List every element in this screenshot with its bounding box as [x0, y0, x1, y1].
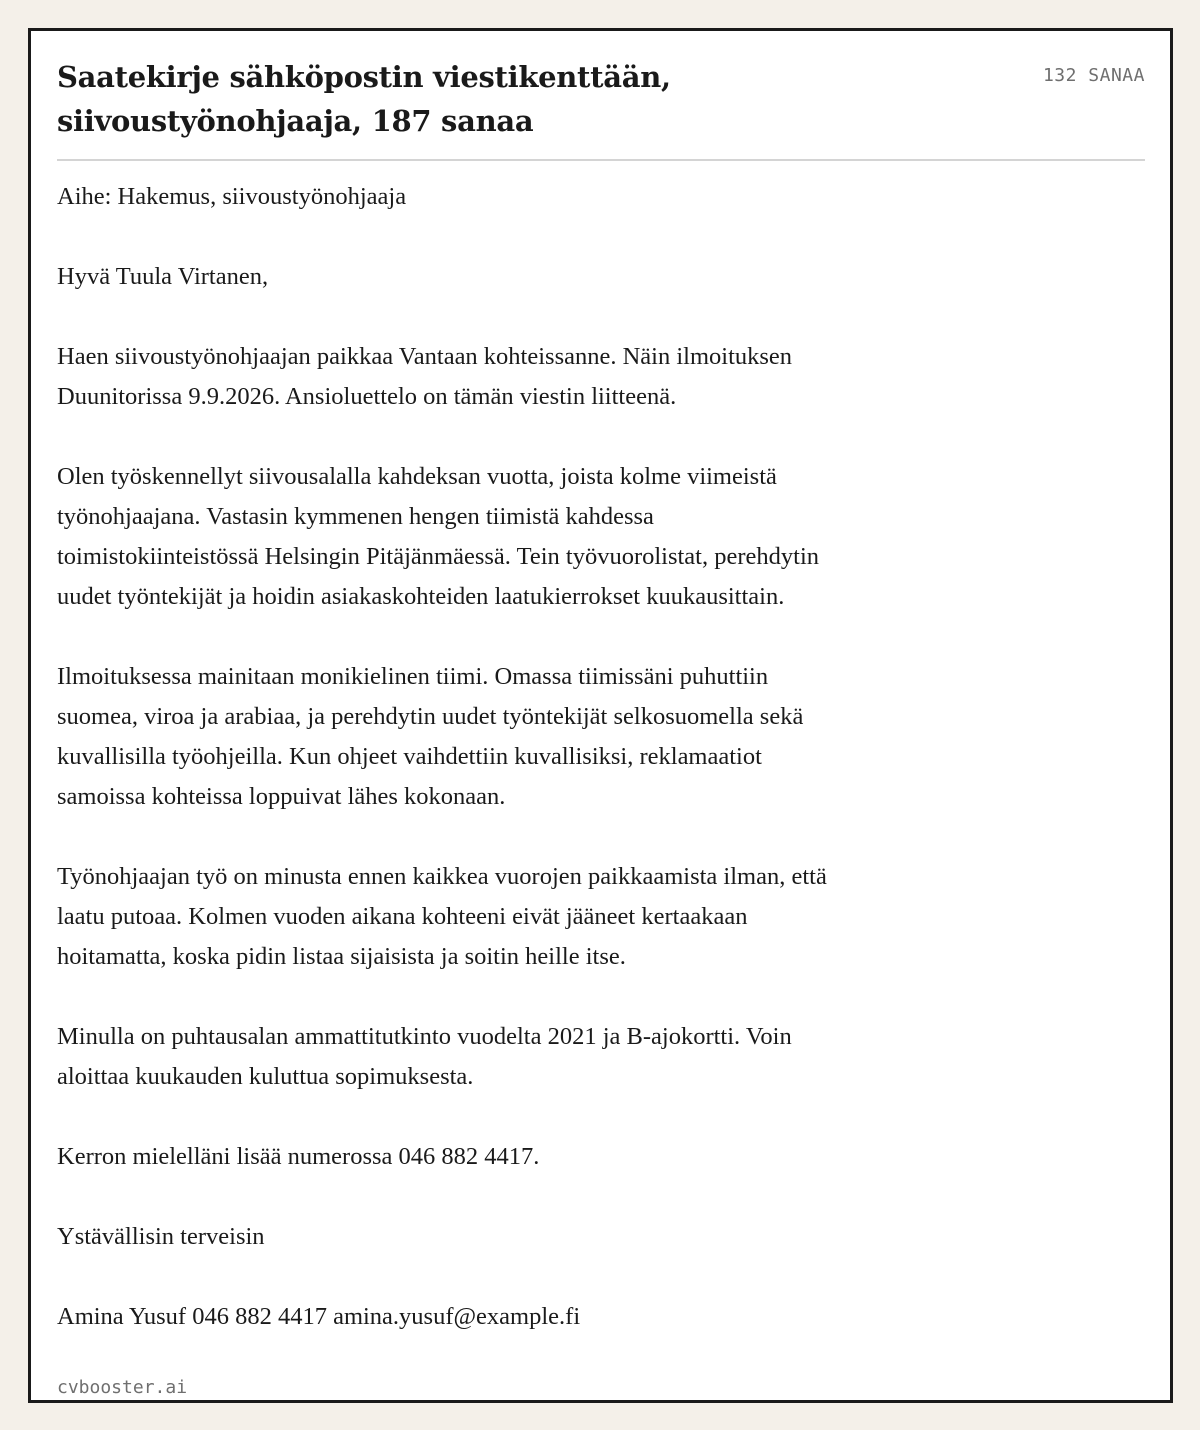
- letter-signature: Amina Yusuf 046 882 4417 amina.yusuf@example.fi: [57, 1303, 581, 1330]
- letter-subject: Aihe: Hakemus, siivoustyönohjaaja: [57, 183, 407, 210]
- footer-brand: cvbooster.ai: [57, 1377, 188, 1398]
- letter-closing: Ystävällisin terveisin: [57, 1223, 265, 1250]
- document-title: Saatekirje sähköpostin viestikenttään, siivoustyönohjaaja, 187 sanaa: [57, 60, 671, 138]
- letter-body: [57, 177, 1017, 1337]
- cover-letter-card: [28, 28, 1173, 1403]
- letter-paragraph-6: Kerron mielelläni lisää numerossa 046 882 4417.: [57, 1143, 540, 1170]
- letter-paragraph-2: Olen työskennellyt siivousalalla kahdeksan vuotta, joista kolme viimeistä työnohjaajana. Vastasin kymmenen hengen tiimistä kahdessa toimistokiinteistössä Helsingin Pitäjänmäessä. Tein työvuorolistat, perehdytin uudet työntekijät ja hoidin asiakaskohteiden laatukierrokset kuukausittain.: [57, 463, 820, 610]
- word-count-badge: 132 SANAA: [1042, 65, 1145, 86]
- letter-paragraph-5: Minulla on puhtausalan ammattitutkinto vuodelta 2021 ja B-ajokortti. Voin aloittaa kuukauden kuluttua sopimuksesta.: [57, 1023, 792, 1090]
- letter-paragraph-4: Työnohjaajan työ on minusta ennen kaikkea vuorojen paikkaamista ilman, että laatu putoaa. Kolmen vuoden aikana kohteeni eivät jääneet kertaakaan hoitamatta, koska pidin listaa sijaisista ja soitin heille itse.: [57, 863, 827, 970]
- letter-greeting: Hyvä Tuula Virtanen,: [57, 263, 269, 290]
- letter-paragraph-3: Ilmoituksessa mainitaan monikielinen tiimi. Omassa tiimissäni puhuttiin suomea, viroa ja arabiaa, ja perehdytin uudet työntekijät selkosuomella sekä kuvallisilla työohjeilla. Kun ohjeet vaihdettiin kuvallisiksi, reklamaatiot samoissa kohteissa loppuivat lähes kokonaan.: [57, 663, 804, 810]
- letter-paragraph-1: Haen siivoustyönohjaajan paikkaa Vantaan kohteissanne. Näin ilmoituksen Duunitorissa 9.9.2026. Ansioluettelo on tämän viestin liitteenä.: [57, 343, 793, 410]
- document-header: [57, 55, 1145, 161]
